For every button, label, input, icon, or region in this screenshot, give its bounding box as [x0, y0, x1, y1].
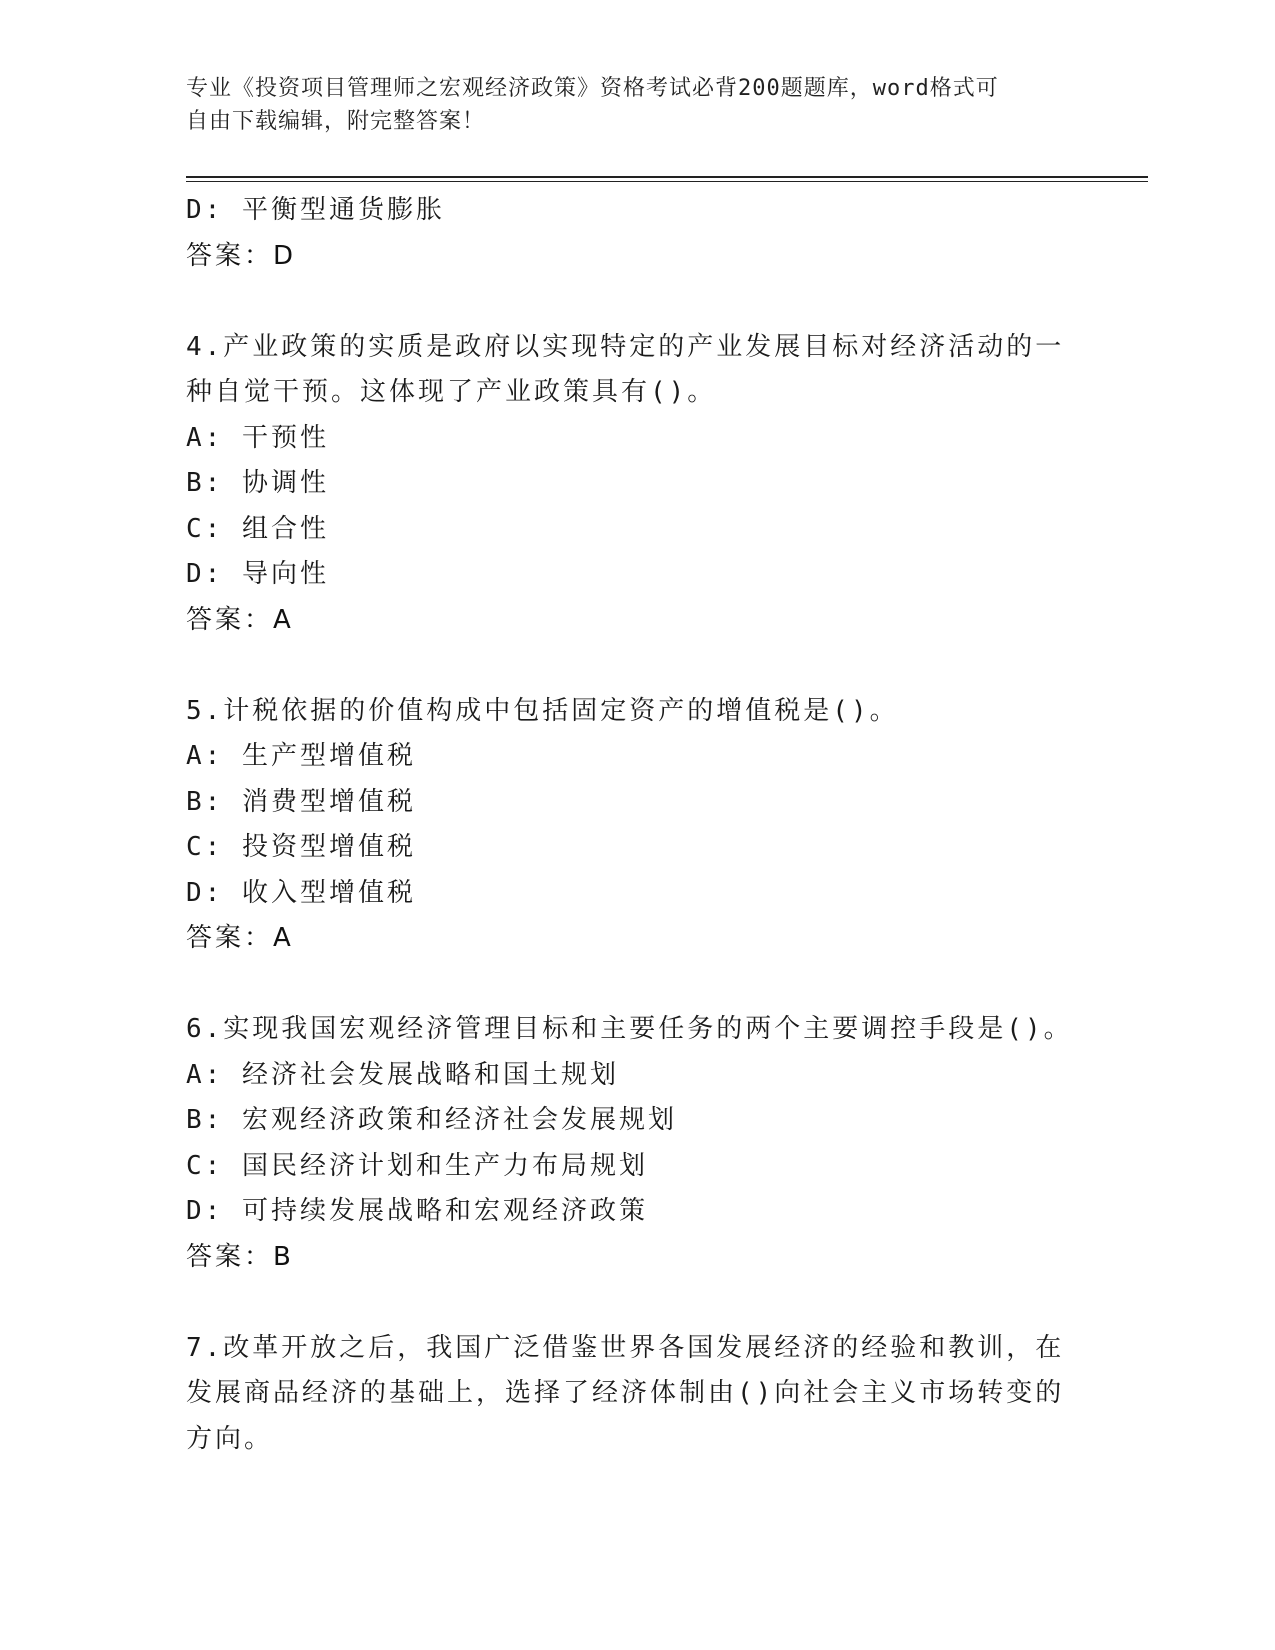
question-7 [186, 1326, 1066, 1463]
question-4 [186, 325, 1066, 644]
option-c: C: 国民经济计划和生产力布局规划 [186, 1150, 648, 1181]
question-5 [186, 689, 1066, 962]
option-a: A: 干预性 [186, 422, 329, 453]
answer-line: 答案：D [186, 240, 297, 271]
option-c: C: 投资型增值税 [186, 832, 416, 862]
option-b: B: 宏观经济政策和经济社会发展规划 [186, 1105, 677, 1135]
question-text-line: 7.改革开放之后，我国广泛借鉴世界各国发展经济的经验和教训，在 [186, 1332, 1065, 1363]
question-text-line: 5.计税依据的价值构成中包括固定资产的增值税是()。 [186, 695, 899, 726]
option-c: C: 组合性 [186, 513, 329, 544]
spacer [186, 643, 1066, 689]
question-text-line: 6.实现我国宏观经济管理目标和主要任务的两个主要调控手段是()。 [186, 1014, 1073, 1044]
header-line-2: 自由下载编辑，附完整答案！ [186, 109, 486, 134]
spacer [186, 1280, 1066, 1326]
spacer [186, 279, 1066, 325]
option-a: A: 生产型增值税 [186, 741, 416, 771]
question-6 [186, 1007, 1073, 1280]
question-content [186, 188, 1073, 1462]
question-text-line: 种自觉干预。这体现了产业政策具有()。 [186, 377, 717, 407]
spacer [186, 962, 1066, 1008]
answer-line: 答案：A [186, 604, 294, 635]
question-text-line: 方向。 [186, 1423, 274, 1454]
option-b: B: 协调性 [186, 468, 329, 498]
option-d: D: 平衡型通货膨胀 [186, 195, 445, 225]
option-a: A: 经济社会发展战略和国土规划 [186, 1059, 619, 1090]
answer-line: 答案：B [186, 1241, 294, 1272]
header-divider-thin [186, 181, 1148, 182]
option-d: D: 收入型增值税 [186, 877, 416, 908]
option-d: D: 可持续发展战略和宏观经济政策 [186, 1196, 648, 1226]
answer-line: 答案：A [186, 923, 294, 953]
page-header [186, 72, 1066, 138]
question-text-line: 4.产业政策的实质是政府以实现特定的产业发展目标对经济活动的一 [186, 331, 1065, 362]
option-d: D: 导向性 [186, 559, 329, 589]
header-line-1: 专业《投资项目管理师之宏观经济政策》资格考试必背200题题库，word格式可 [186, 76, 999, 101]
question-text-line: 发展商品经济的基础上，选择了经济体制由()向社会主义市场转变的 [186, 1378, 1065, 1408]
header-divider-thick [186, 176, 1148, 178]
option-b: B: 消费型增值税 [186, 786, 416, 817]
